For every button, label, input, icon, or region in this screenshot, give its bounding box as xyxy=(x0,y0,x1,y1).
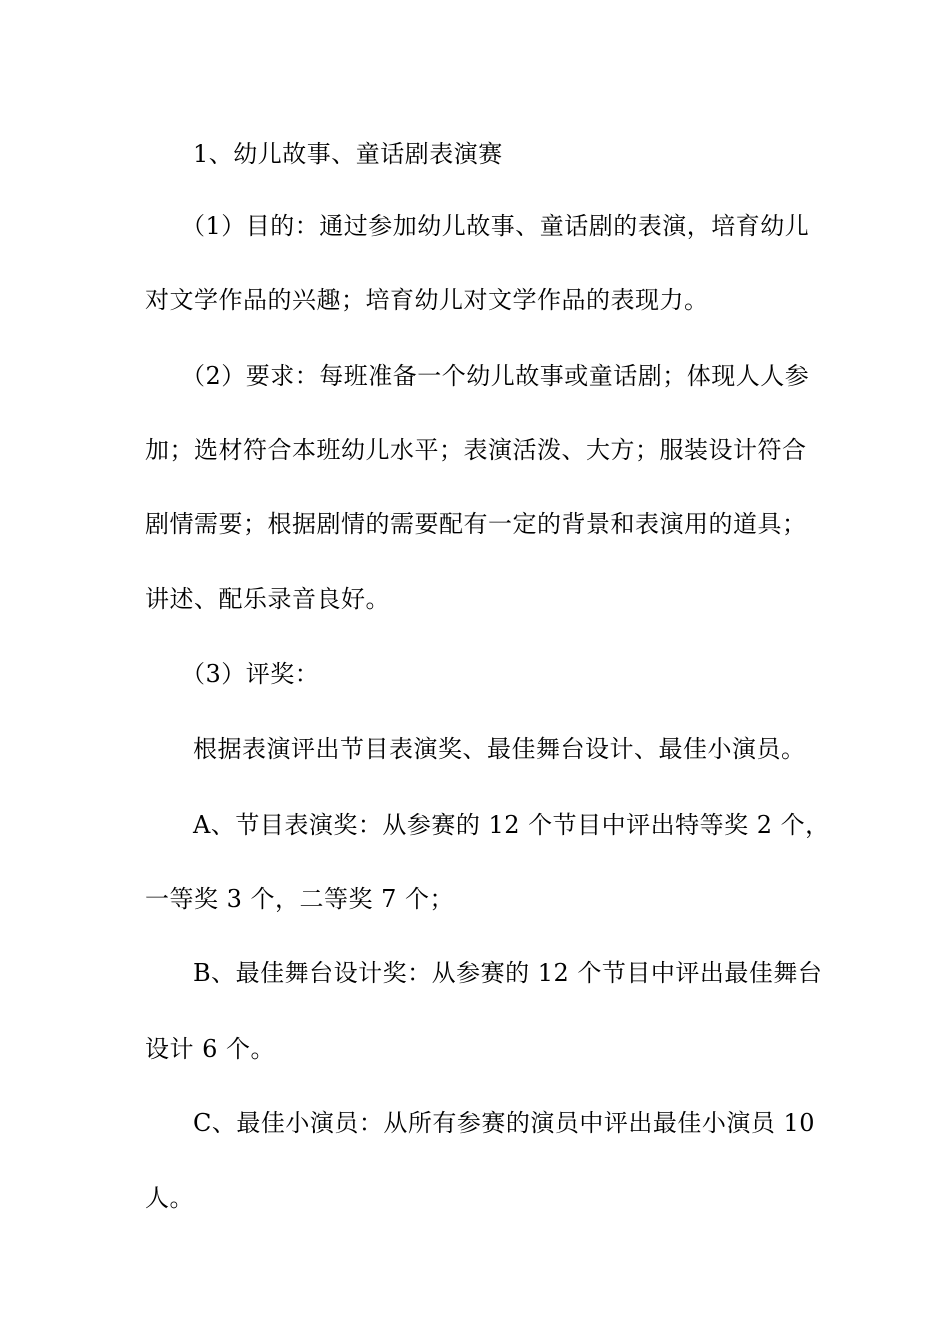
award-c-line-2: 人。 xyxy=(145,1184,194,1212)
awards-intro: 根据表演评出节目表演奖、最佳舞台设计、最佳小演员。 xyxy=(193,735,806,763)
requirements-line-3: 剧情需要；根据剧情的需要配有一定的背景和表演用的道具； xyxy=(145,510,807,538)
requirements-line-4: 讲述、配乐录音良好。 xyxy=(145,585,390,613)
requirements-line-1: （2）要求：每班准备一个幼儿故事或童话剧；体现人人参 xyxy=(181,362,810,390)
award-a-line-2: 一等奖 3 个，二等奖 7 个； xyxy=(145,885,455,913)
requirements-line-2: 加；选材符合本班幼儿水平；表演活泼、大方；服装设计符合 xyxy=(145,436,807,464)
awards-title: （3）评奖： xyxy=(181,660,320,688)
award-b-line-1: B、最佳舞台设计奖：从参赛的 12 个节目中评出最佳舞台 xyxy=(193,959,823,987)
purpose-line-1: （1）目的：通过参加幼儿故事、童话剧的表演，培育幼儿 xyxy=(181,212,810,240)
award-b-line-2: 设计 6 个。 xyxy=(145,1035,276,1063)
section-heading: 1、幼儿故事、童话剧表演赛 xyxy=(193,140,503,168)
award-a-line-1: A、节目表演奖：从参赛的 12 个节目中评出特等奖 2 个， xyxy=(193,811,830,839)
award-c-line-1: C、最佳小演员：从所有参赛的演员中评出最佳小演员 10 xyxy=(193,1109,816,1137)
purpose-line-2: 对文学作品的兴趣；培育幼儿对文学作品的表现力。 xyxy=(145,286,709,314)
